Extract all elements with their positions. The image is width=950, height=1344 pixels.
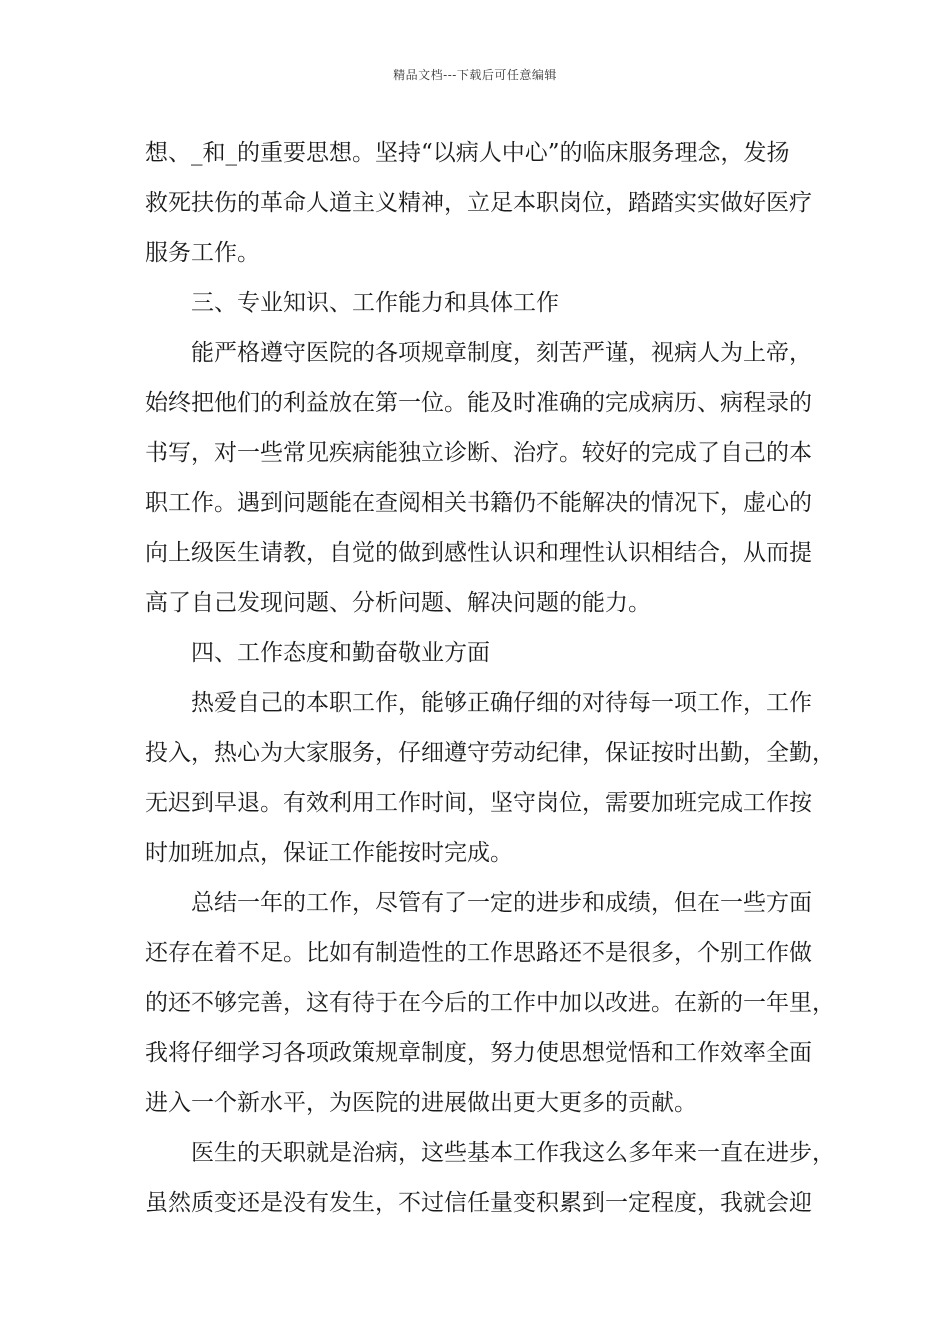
text-line: 无迟到早退。有效利用工作时间，坚守岗位，需要加班完成工作按 [145, 790, 812, 816]
text-line: 想、_和_的重要思想。坚持“以病人中心”的临床服务理念，发扬 [145, 140, 790, 166]
text-line: 投入，热心为大家服务，仔细遵守劳动纪律，保证按时出勤，全勤， [145, 740, 835, 766]
text-line: 救死扶伤的革命人道主义精神，立足本职岗位，踏踏实实做好医疗 [145, 190, 812, 216]
section-heading: 四、工作态度和勤奋敬业方面 [191, 640, 490, 666]
text-line: 始终把他们的利益放在第一位。能及时准确的完成病历、病程录的 [145, 390, 812, 416]
text-line: 虽然质变还是没有发生，不过信任量变积累到一定程度，我就会迎 [145, 1190, 812, 1216]
document-body [145, 128, 835, 1228]
section-heading: 三、专业知识、工作能力和具体工作 [191, 290, 559, 316]
text-line: 医生的天职就是治病，这些基本工作我这么多年来一直在进步， [191, 1140, 835, 1166]
text-line: 时加班加点，保证工作能按时完成。 [145, 840, 513, 866]
page-header: 精品文档---下载后可任意编辑 [393, 68, 557, 82]
text-line: 还存在着不足。比如有制造性的工作思路还不是很多，个别工作做 [145, 940, 812, 966]
text-line: 能严格遵守医院的各项规章制度，刻苦严谨，视病人为上帝， [191, 340, 812, 366]
text-line: 热爱自己的本职工作，能够正确仔细的对待每一项工作，工作 [191, 690, 812, 716]
text-line: 进入一个新水平，为医院的进展做出更大更多的贡献。 [145, 1090, 697, 1116]
text-line: 书写，对一些常见疾病能独立诊断、治疗。较好的完成了自己的本 [145, 440, 812, 466]
text-line: 高了自己发现问题、分析问题、解决问题的能力。 [145, 590, 651, 616]
text-line: 的还不够完善，这有待于在今后的工作中加以改进。在新的一年里， [145, 990, 835, 1016]
text-line: 总结一年的工作，尽管有了一定的进步和成绩，但在一些方面 [191, 890, 812, 916]
text-line: 职工作。遇到问题能在查阅相关书籍仍不能解决的情况下，虚心的 [145, 490, 812, 516]
text-line: 向上级医生请教，自觉的做到感性认识和理性认识相结合，从而提 [145, 540, 812, 566]
text-line: 服务工作。 [145, 240, 260, 266]
text-line: 我将仔细学习各项政策规章制度，努力使思想觉悟和工作效率全面 [145, 1040, 812, 1066]
